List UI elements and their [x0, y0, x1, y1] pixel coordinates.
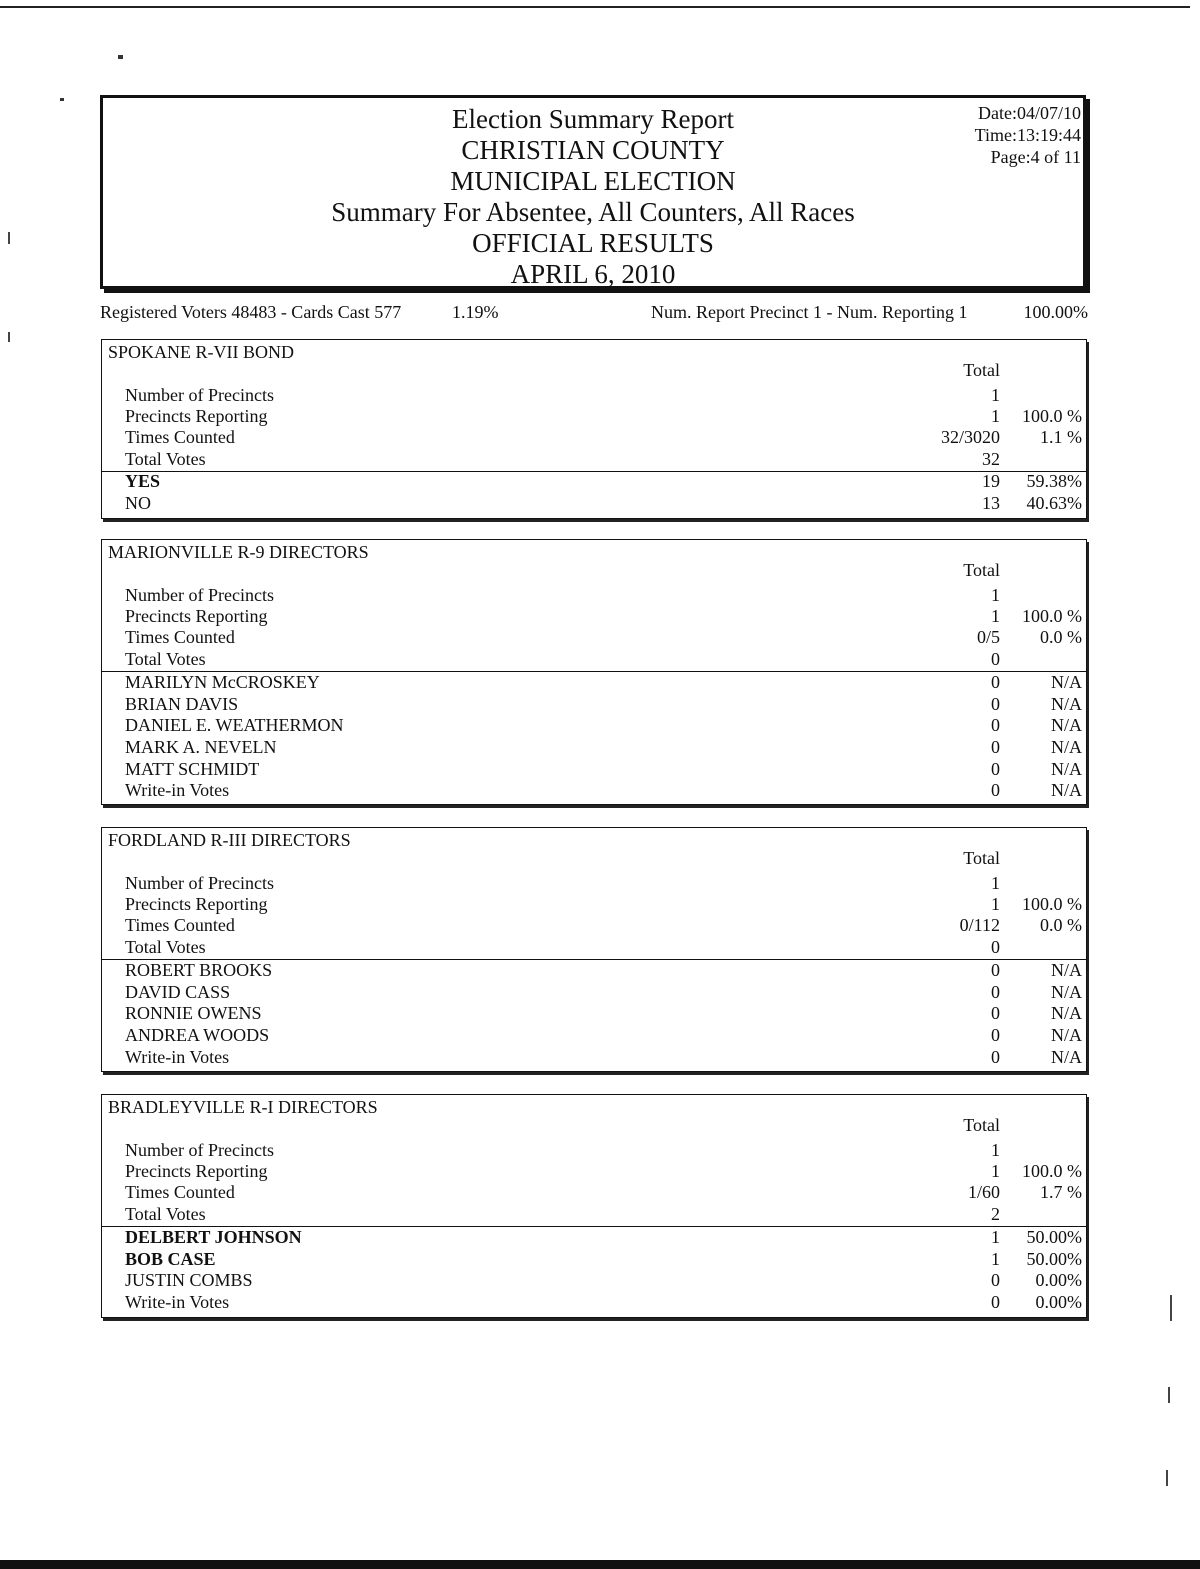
stat-label: Precincts Reporting: [125, 1161, 268, 1181]
scan-speck: [60, 98, 64, 101]
candidate-row: [102, 759, 1086, 780]
stat-label: Precincts Reporting: [125, 894, 268, 914]
candidate-name: MARILYN McCROSKEY: [125, 672, 320, 692]
scan-speck: [118, 55, 123, 59]
race-title: MARIONVILLE R-9 DIRECTORS: [108, 542, 369, 562]
report-page: Page:4 of 11: [990, 147, 1081, 167]
candidate-pct: 40.63%: [1026, 493, 1082, 513]
candidate-votes: 1: [991, 1249, 1000, 1269]
cards-cast-pct: 1.19%: [452, 302, 499, 322]
candidate-pct: N/A: [1051, 1047, 1082, 1067]
candidate-pct: N/A: [1051, 982, 1082, 1002]
candidate-name: JUSTIN COMBS: [125, 1270, 253, 1290]
stat-label: Number of Precincts: [125, 873, 274, 893]
candidate-votes: 0: [991, 982, 1000, 1002]
stat-label: Total Votes: [125, 449, 206, 469]
candidate-row: [102, 1025, 1086, 1046]
candidate-row: [102, 715, 1086, 736]
scan-edge-mark: [1168, 1387, 1170, 1403]
race-title: BRADLEYVILLE R-I DIRECTORS: [108, 1097, 378, 1117]
candidate-pct: N/A: [1051, 759, 1082, 779]
stat-value: 1: [991, 385, 1000, 405]
candidate-row: [102, 960, 1086, 981]
registered-voters: Registered Voters 48483 - Cards Cast 577: [100, 302, 402, 322]
candidate-row: [102, 1047, 1086, 1068]
candidate-name: BOB CASE: [125, 1249, 216, 1269]
stat-row: [102, 385, 1086, 406]
candidate-votes: 0: [991, 672, 1000, 692]
stat-row: [102, 606, 1086, 627]
candidate-pct: N/A: [1051, 672, 1082, 692]
candidate-votes: 0: [991, 1270, 1000, 1290]
candidate-name: DAVID CASS: [125, 982, 231, 1002]
candidate-name: RONNIE OWENS: [125, 1003, 262, 1023]
candidate-pct: N/A: [1051, 1003, 1082, 1023]
report-date: Date:04/07/10: [978, 103, 1081, 123]
stat-row: [102, 627, 1086, 648]
candidate-votes: 0: [991, 960, 1000, 980]
candidate-name: ROBERT BROOKS: [125, 960, 273, 980]
candidate-pct: 50.00%: [1026, 1227, 1082, 1247]
total-column-header: Total: [963, 560, 1000, 580]
stat-label: Times Counted: [125, 627, 235, 647]
stat-row: [102, 915, 1086, 936]
total-column-header: Total: [963, 1115, 1000, 1135]
race-fordland-r-iii-directors: [101, 827, 1087, 1072]
candidate-pct: N/A: [1051, 694, 1082, 714]
candidate-name: Write-in Votes: [125, 1047, 230, 1067]
stat-label: Times Counted: [125, 1182, 235, 1202]
candidate-name: DANIEL E. WEATHERMON: [125, 715, 344, 735]
scan-top-line: [0, 6, 1190, 8]
stat-pct: 1.7 %: [1040, 1182, 1082, 1202]
stat-label: Times Counted: [125, 427, 235, 447]
scan-edge-mark: [1170, 1295, 1172, 1321]
report-title: Election Summary Report: [452, 104, 734, 134]
stat-label: Number of Precincts: [125, 585, 274, 605]
candidate-row: [102, 1003, 1086, 1024]
stat-row: [102, 649, 1086, 670]
stat-row: [102, 937, 1086, 958]
stat-label: Number of Precincts: [125, 1140, 274, 1160]
scan-edge-mark: [1166, 1470, 1168, 1486]
stat-label: Precincts Reporting: [125, 606, 268, 626]
stat-value: 1: [991, 606, 1000, 626]
candidate-row: [102, 982, 1086, 1003]
precincts-reporting-summary: Num. Report Precinct 1 - Num. Reporting 1: [651, 302, 968, 322]
race-bradleyville-r-i-directors: [101, 1094, 1087, 1318]
stat-value: 0/112: [959, 915, 1000, 935]
stat-row: [102, 427, 1086, 448]
total-column-header: Total: [963, 360, 1000, 380]
stat-value: 1: [991, 1140, 1000, 1160]
race-title: FORDLAND R-III DIRECTORS: [108, 830, 351, 850]
candidate-row: [102, 694, 1086, 715]
stat-label: Times Counted: [125, 915, 235, 935]
stat-row: [102, 1140, 1086, 1161]
candidate-row: [102, 1292, 1086, 1313]
stat-row: [102, 406, 1086, 427]
candidate-votes: 13: [982, 493, 1000, 513]
candidate-pct: 0.00%: [1035, 1292, 1082, 1312]
candidate-pct: N/A: [1051, 1025, 1082, 1045]
stat-value: 32/3020: [940, 427, 1000, 447]
candidate-name: NO: [125, 493, 151, 513]
stat-label: Precincts Reporting: [125, 406, 268, 426]
stat-pct: 100.0 %: [1022, 894, 1082, 914]
stat-value: 2: [991, 1204, 1000, 1224]
stat-label: Total Votes: [125, 649, 206, 669]
candidate-row: [102, 471, 1086, 492]
candidate-votes: 0: [991, 1003, 1000, 1023]
stat-value: 0: [991, 649, 1000, 669]
scan-bottom-band: [0, 1560, 1200, 1569]
election-name: MUNICIPAL ELECTION: [450, 166, 736, 196]
candidate-votes: 0: [991, 759, 1000, 779]
scan-edge-mark: [8, 232, 10, 244]
stat-value: 1: [991, 406, 1000, 426]
report-meta: [975, 102, 1081, 168]
stat-label: Total Votes: [125, 1204, 206, 1224]
race-spokane-r-vii-bond: [101, 339, 1087, 519]
report-title-block: [103, 104, 1083, 290]
candidate-name: DELBERT JOHNSON: [125, 1227, 302, 1247]
candidate-name: BRIAN DAVIS: [125, 694, 239, 714]
stat-value: 32: [982, 449, 1000, 469]
candidate-row: [102, 493, 1086, 514]
stat-row: [102, 894, 1086, 915]
candidate-row: [102, 1270, 1086, 1291]
candidate-votes: 0: [991, 694, 1000, 714]
candidate-votes: 1: [991, 1227, 1000, 1247]
candidate-votes: 0: [991, 1292, 1000, 1312]
stat-pct: 100.0 %: [1022, 406, 1082, 426]
stat-row: [102, 585, 1086, 606]
candidate-row: [102, 1227, 1086, 1248]
candidate-votes: 0: [991, 780, 1000, 800]
stat-value: 0: [991, 937, 1000, 957]
stat-value: 1: [991, 873, 1000, 893]
report-time: Time:13:19:44: [974, 125, 1081, 145]
stat-pct: 0.0 %: [1040, 915, 1082, 935]
stat-value: 1: [991, 894, 1000, 914]
candidate-name: Write-in Votes: [125, 780, 230, 800]
summary-scope: Summary For Absentee, All Counters, All Races: [331, 197, 855, 227]
candidate-row: [102, 672, 1086, 693]
total-column-header: Total: [963, 848, 1000, 868]
candidate-pct: N/A: [1051, 715, 1082, 735]
candidate-pct: N/A: [1051, 780, 1082, 800]
stat-row: [102, 1161, 1086, 1182]
stat-pct: 0.0 %: [1040, 627, 1082, 647]
stat-label: Number of Precincts: [125, 385, 274, 405]
candidate-pct: 59.38%: [1026, 471, 1082, 491]
candidate-votes: 0: [991, 1047, 1000, 1067]
candidate-row: [102, 780, 1086, 801]
scan-edge-mark: [8, 332, 10, 342]
results-status: OFFICIAL RESULTS: [472, 228, 714, 258]
stat-value: 1: [991, 585, 1000, 605]
candidate-pct: 50.00%: [1026, 1249, 1082, 1269]
report-header: [100, 95, 1086, 289]
candidate-name: Write-in Votes: [125, 1292, 230, 1312]
candidate-pct: N/A: [1051, 960, 1082, 980]
stat-pct: 100.0 %: [1022, 1161, 1082, 1181]
candidate-pct: 0.00%: [1035, 1270, 1082, 1290]
candidate-votes: 0: [991, 1025, 1000, 1045]
candidate-name: MARK A. NEVELN: [125, 737, 277, 757]
candidate-pct: N/A: [1051, 737, 1082, 757]
candidate-name: ANDREA WOODS: [125, 1025, 270, 1045]
candidate-row: [102, 737, 1086, 758]
stat-pct: 1.1 %: [1040, 427, 1082, 447]
candidate-votes: 0: [991, 715, 1000, 735]
stat-value: 1: [991, 1161, 1000, 1181]
stat-label: Total Votes: [125, 937, 206, 957]
stat-row: [102, 873, 1086, 894]
stat-pct: 100.0 %: [1022, 606, 1082, 626]
candidate-votes: 0: [991, 737, 1000, 757]
candidate-row: [102, 1249, 1086, 1270]
reporting-pct: 100.00%: [1023, 302, 1088, 322]
election-date: APRIL 6, 2010: [510, 259, 676, 289]
stat-value: 1/60: [967, 1182, 1000, 1202]
stat-value: 0/5: [976, 627, 1000, 647]
candidate-name: YES: [125, 471, 161, 491]
candidate-votes: 19: [982, 471, 1000, 491]
race-marionville-r-9-directors: [101, 539, 1087, 805]
race-title: SPOKANE R-VII BOND: [108, 342, 295, 362]
stat-row: [102, 1182, 1086, 1203]
stat-row: [102, 1204, 1086, 1225]
county-name: CHRISTIAN COUNTY: [461, 135, 725, 165]
candidate-name: MATT SCHMIDT: [125, 759, 260, 779]
stat-row: [102, 449, 1086, 470]
